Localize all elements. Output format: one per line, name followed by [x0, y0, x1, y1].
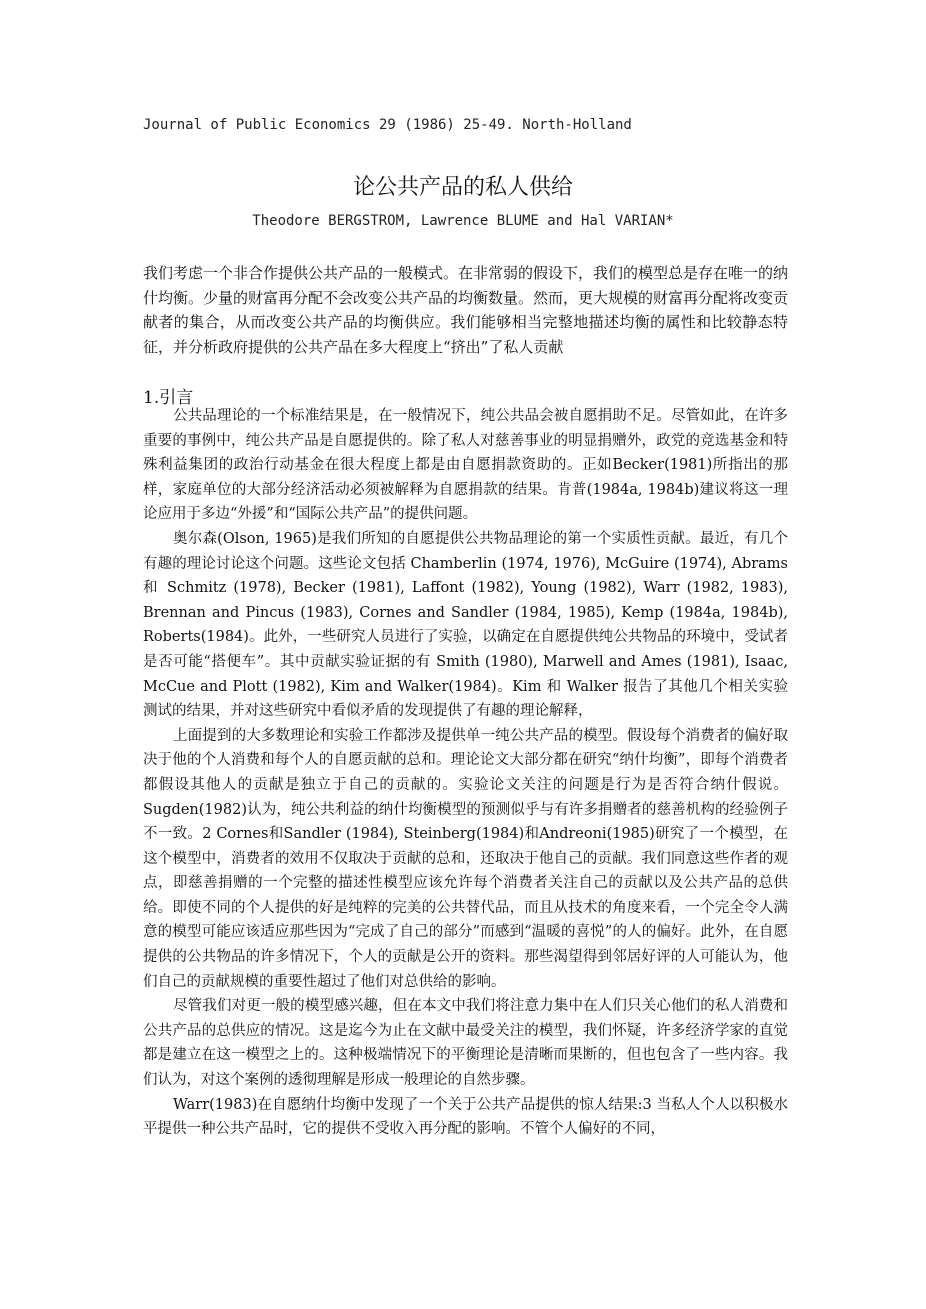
section-body [143, 404, 788, 1142]
paper-authors: Theodore BERGSTROM, Lawrence BLUME and Hal VARIAN* [252, 213, 674, 229]
body-paragraph: 上面提到的大多数理论和实验工作都涉及提供单一纯公共产品的模型。假设每个消费者的偏好取决于他的个人消费和每个人的自愿贡献的总和。理论论文大部分都在研究“纳什均衡”，即每个消费者都假设其他人的贡献是独立于自己的贡献的。实验论文关注的问题是行为是否符合纳什假说。Sugden(1982)认为，纯公共利益的纳什均衡模型的预测似乎与有许多捐赠者的慈善机构的经验例子不一致。2 Cornes和Sandler (1984), Steinberg(1984)和Andreoni(1985)研究了一个模型，在这个模型中，消费者的效用不仅取决于贡献的总和，还取决于他自己的贡献。我们同意这些作者的观点，即慈善捐赠的一个完整的描述性模型应该允许每个消费者关注自己的贡献以及公共产品的总供给。即使不同的个人提供的好是纯粹的完美的公共替代品，而且从技术的角度来看，一个完全令人满意的模型可能应该适应那些因为“完成了自己的部分”而感到“温暖的喜悦”的人的偏好。此外，在自愿提供的公共物品的许多情况下，个人的贡献是公开的资料。那些渴望得到邻居好评的人可能认为，他们自己的贡献规模的重要性超过了他们对总供给的影响。 [143, 727, 788, 990]
abstract: 我们考虑一个非合作提供公共产品的一般模式。在非常弱的假设下，我们的模型总是存在唯一的纳什均衡。少量的财富再分配不会改变公共产品的均衡数量。然而，更大规模的财富再分配将改变贡献者的集合，从而改变公共产品的均衡供应。我们能够相当完整地描述均衡的属性和比较静态特征，并分析政府提供的公共产品在多大程度上“挤出”了私人贡献 [143, 264, 789, 356]
body-paragraph: 尽管我们对更一般的模型感兴趣，但在本文中我们将注意力集中在人们只关心他们的私人消费和公共产品的总供应的情况。这是迄今为止在文献中最受关注的模型，我们怀疑，许多经济学家的直觉都是建立在这一模型之上的。这种极端情况下的平衡理论是清晰而果断的，但也包含了一些内容。我们认为，对这个案例的透彻理解是形成一般理论的自然步骤。 [143, 998, 788, 1089]
paper-title: 论公共产品的私人供给 [352, 175, 573, 200]
section-heading: 1.引言 [143, 388, 194, 408]
journal-citation: Journal of Public Economics 29 (1986) 25-49. North-Holland [143, 117, 632, 133]
body-paragraph: Warr(1983)在自愿纳什均衡中发现了一个关于公共产品提供的惊人结果:3 当私人个人以积极水平提供一种公共产品时，它的提供不受收入再分配的影响。不管个人偏好的不同， [143, 1096, 788, 1138]
body-paragraph: 公共品理论的一个标准结果是，在一般情况下，纯公共品会被自愿捐助不足。尽管如此，在许多重要的事例中，纯公共产品是自愿提供的。除了私人对慈善事业的明显捐赠外，政党的竞选基金和特殊利益集团的政治行动基金在很大程度上都是由自愿捐款资助的。正如Becker(1981)所指出的那样，家庭单位的大部分经济活动必须被解释为自愿捐款的结果。肯普(1984a, 1984b)建议将这一理论应用于多边“外援”和“国际公共产品”的提供问题。 [143, 408, 788, 523]
body-paragraph: 奥尔森(Olson, 1965)是我们所知的自愿提供公共物品理论的第一个实质性贡献。最近，有几个有趣的理论讨论这个问题。这些论文包括 Chamberlin (1974, 1976), McGuire (1974), Abrams和 Schmitz (1978), Becker (1981), Laffont (1982), Young (1982), Warr (1982, 1983), Brennan and Pincus (1983), Cornes and Sandler (1984, 1985), Kemp (1984a, 1984b), Roberts(1984)。此外，一些研究人员进行了实验，以确定在自愿提供纯公共物品的环境中，受试者是否可能“搭便车”。其中贡献实验证据的有 Smith (1980), Marwell and Ames (1981), Isaac, McCue and Plott (1982), Kim and Walker(1984)。Kim 和 Walker 报告了其他几个相关实验测试的结果，并对这些研究中看似矛盾的发现提供了有趣的理论解释， [143, 530, 788, 720]
